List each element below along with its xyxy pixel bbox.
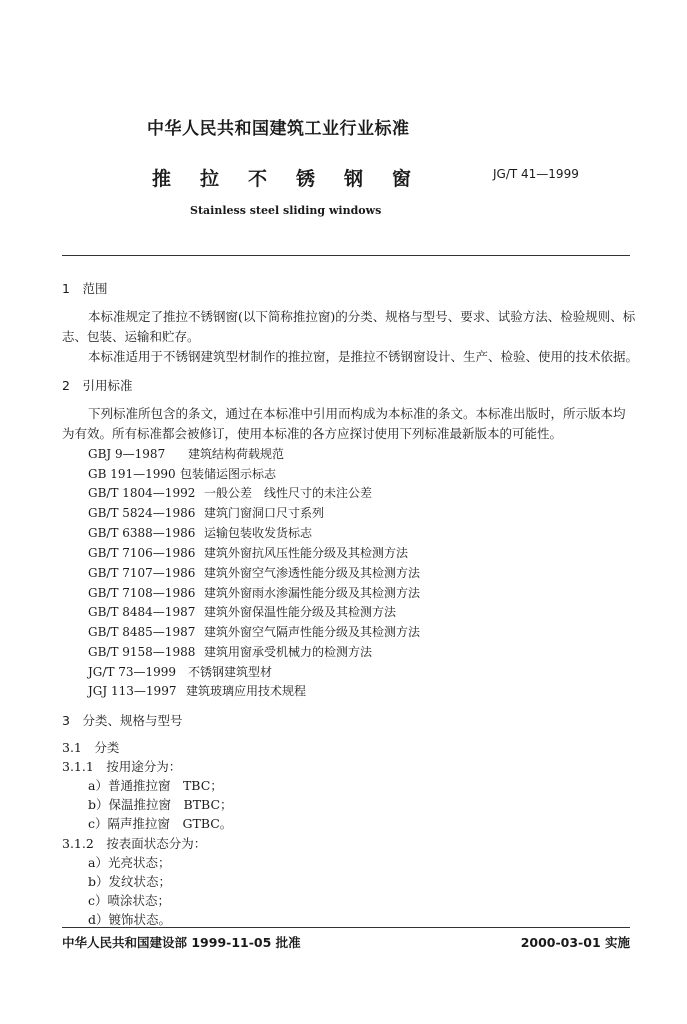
- reference-item: GB/T 7108—1986 建筑外窗雨水渗漏性能分级及其检测方法: [88, 586, 421, 600]
- use-item: c）隔声推拉窗 GTBC。: [88, 816, 233, 831]
- reference-item: GB/T 6388—1986 运输包装收发货标志: [88, 526, 313, 540]
- use-item: b）保温推拉窗 BTBC；: [88, 797, 233, 812]
- reference-item: GB/T 9158—1988 建筑用窗承受机械力的检测方法: [88, 645, 373, 659]
- title-char: 不: [248, 168, 268, 190]
- section-3-1-1-heading: 3.1.1 按用途分为：: [62, 759, 182, 774]
- title-char: 锈: [296, 168, 316, 190]
- section-2-intro-line-2: 为有效。所有标准都会被修订，使用本标准的各方应探讨使用下列标准最新版本的可能性。: [62, 426, 563, 441]
- section-1-heading: 1 范围: [62, 281, 108, 296]
- reference-item: JG/T 73—1999 不锈钢建筑型材: [88, 665, 273, 679]
- use-item: a）普通推拉窗 TBC；: [88, 778, 223, 793]
- title-char: 推: [152, 168, 172, 190]
- title-char: 窗: [392, 168, 412, 190]
- surface-item: c）喷涂状态；: [88, 893, 171, 908]
- english-title: Stainless steel sliding windows: [190, 204, 382, 217]
- surface-item: a）光亮状态；: [88, 855, 171, 870]
- reference-item: JGJ 113—1997 建筑玻璃应用技术规程: [88, 684, 307, 698]
- section-3-1-2-heading: 3.1.2 按表面状态分为：: [62, 836, 207, 851]
- title-char: 拉: [200, 168, 220, 190]
- section-1-paragraph-1-line-1: 本标准规定了推拉不锈钢窗(以下简称推拉窗)的分类、规格与型号、要求、试验方法、检验规则、标: [88, 309, 636, 324]
- surface-item: d）镀饰状态。: [88, 912, 172, 927]
- section-3-heading: 3 分类、规格与型号: [62, 713, 183, 728]
- header-divider: [62, 255, 630, 256]
- reference-item: GB/T 1804—1992 一般公差 线性尺寸的未注公差: [88, 486, 373, 500]
- section-3-1-heading: 3.1 分类: [62, 740, 120, 755]
- document-title: [152, 164, 440, 191]
- section-2-intro-line-1: 下列标准所包含的条文，通过在本标准中引用而构成为本标准的条文。本标准出版时，所示版本均: [88, 406, 626, 421]
- reference-item: GB/T 5824—1986 建筑门窗洞口尺寸系列: [88, 506, 325, 520]
- reference-item: GB 191—1990 包装储运图示标志: [88, 467, 277, 481]
- reference-item: GB/T 7106—1986 建筑外窗抗风压性能分级及其检测方法: [88, 546, 409, 560]
- footer-effective-date: 2000-03-01 实施: [520, 935, 630, 950]
- standard-code: JG/T 41—1999: [493, 167, 579, 181]
- reference-item: GB/T 8485—1987 建筑外窗空气隔声性能分级及其检测方法: [88, 625, 421, 639]
- reference-item: GB/T 7107—1986 建筑外窗空气渗透性能分级及其检测方法: [88, 566, 421, 580]
- section-1-paragraph-2: 本标准适用于不锈钢建筑型材制作的推拉窗，是推拉不锈钢窗设计、生产、检验、使用的技术依据。: [88, 349, 639, 364]
- footer-issuer: 中华人民共和国建设部 1999-11-05 批准: [62, 935, 301, 950]
- surface-item: b）发纹状态；: [88, 874, 172, 889]
- section-1-paragraph-1-line-2: 志、包装、运输和贮存。: [62, 329, 200, 344]
- title-char: 钢: [344, 168, 364, 190]
- reference-item: GBJ 9—1987 建筑结构荷载规范: [88, 447, 285, 461]
- section-2-heading: 2 引用标准: [62, 378, 133, 393]
- standard-category: 中华人民共和国建筑工业行业标准: [147, 119, 410, 139]
- reference-item: GB/T 8484—1987 建筑外窗保温性能分级及其检测方法: [88, 605, 397, 619]
- footer-divider: [62, 927, 630, 928]
